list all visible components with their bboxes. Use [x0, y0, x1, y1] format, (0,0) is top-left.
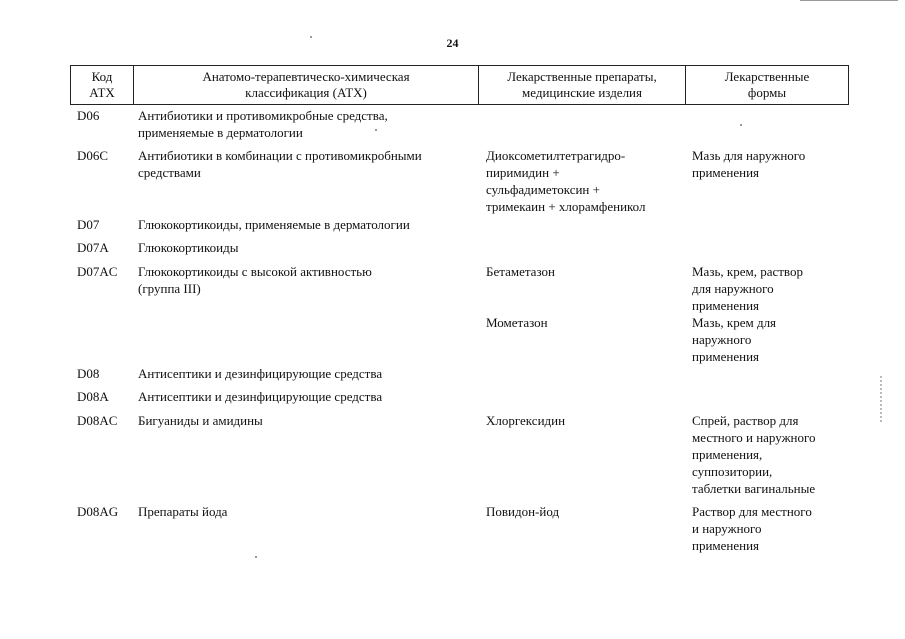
- row-form: Мазь для наружного применения: [692, 148, 806, 180]
- scan-speck: [310, 36, 312, 38]
- header-drugs-label: Лекарственные препараты, медицинские изделия: [507, 69, 657, 100]
- top-rule: [800, 0, 898, 1]
- header-forms: [685, 65, 849, 105]
- header-classification: [133, 65, 478, 105]
- row-form: Мазь, крем для наружного применения: [692, 315, 777, 364]
- row-classification: Антисептики и дезинфицирующие средства: [138, 366, 383, 381]
- scan-speck: [255, 556, 257, 558]
- row-classification: Антисептики и дезинфицирующие средства: [138, 389, 383, 404]
- row-form: Раствор для местного и наружного применения: [692, 504, 812, 553]
- row-drug: Диоксометилтетрагидро- пиримидин + сульфадиметоксин + тримекаин + хлорамфеникол: [486, 148, 646, 214]
- page-number: 24: [446, 36, 459, 50]
- row-code: D08AC: [77, 413, 118, 428]
- header-classification-label: Анатомо-терапевтическо-химическая классификация (АТХ): [202, 69, 410, 100]
- row-classification: Глюкокортикоиды, применяемые в дерматологии: [138, 217, 410, 232]
- row-form: Мазь, крем, раствор для наружного применения: [692, 264, 803, 313]
- header-code: [70, 65, 133, 105]
- scan-speck: [375, 129, 377, 131]
- row-classification: Антибиотики и противомикробные средства, применяемые в дерматологии: [138, 108, 388, 140]
- row-classification: Глюкокортикоиды с высокой активностью (группа III): [138, 264, 372, 296]
- row-drug: Мометазон: [486, 315, 548, 330]
- row-code: D08: [77, 366, 100, 381]
- row-classification: Препараты йода: [138, 504, 228, 519]
- row-classification: Глюкокортикоиды: [138, 240, 239, 255]
- row-code: D06: [77, 108, 100, 123]
- header-code-label: Код АТХ: [89, 69, 115, 100]
- row-code: D06C: [77, 148, 109, 163]
- margin-scan-marks: [880, 376, 884, 422]
- row-classification: Антибиотики в комбинации с противомикробными средствами: [138, 148, 422, 180]
- scan-speck: [740, 124, 742, 126]
- row-code: D08AG: [77, 504, 119, 519]
- row-drug: Повидон-йод: [486, 504, 560, 519]
- row-code: D07: [77, 217, 100, 232]
- header-drugs: [478, 65, 685, 105]
- row-form: Спрей, раствор для местного и наружного применения, суппозитории, таблетки вагинальные: [692, 413, 816, 496]
- row-drug: Хлоргексидин: [486, 413, 566, 428]
- row-code: D08A: [77, 389, 109, 404]
- row-code: D07AC: [77, 264, 118, 279]
- row-classification: Бигуаниды и амидины: [138, 413, 263, 428]
- row-code: D07A: [77, 240, 109, 255]
- header-forms-label: Лекарственные формы: [724, 69, 810, 100]
- row-drug: Бетаметазон: [486, 264, 555, 279]
